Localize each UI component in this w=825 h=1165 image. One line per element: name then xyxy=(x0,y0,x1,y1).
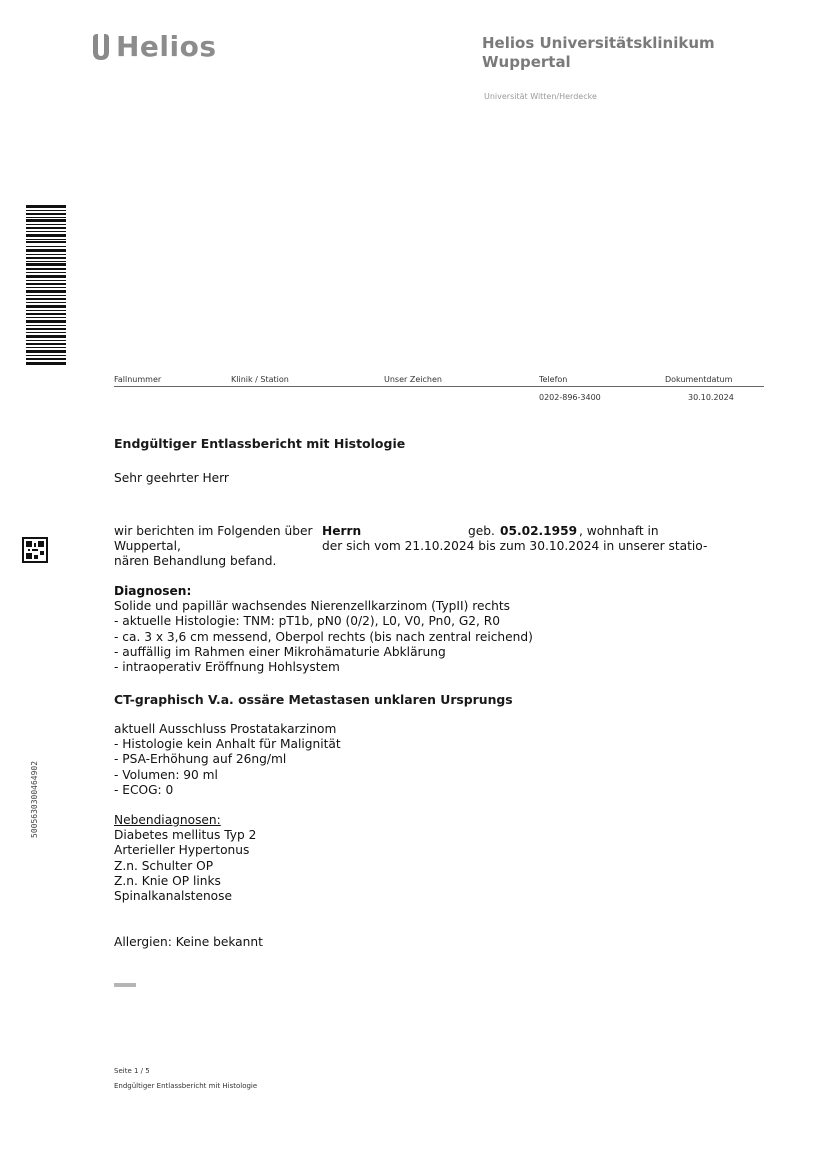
info-divider xyxy=(114,386,764,387)
ct-line: - Volumen: 90 ml xyxy=(114,767,218,782)
diagnosis-line: - intraoperativ Eröffnung Hohlsystem xyxy=(114,660,340,675)
secondary-diagnosis: Spinalkanalstenose xyxy=(114,889,232,904)
label-clinic-station: Klinik / Station xyxy=(231,375,289,384)
helios-logo xyxy=(90,30,217,63)
page-footer xyxy=(114,1064,257,1094)
diagnosis-line: Solide und papillär wachsendes Nierenzellkarzinom (TypII) rechts xyxy=(114,599,511,614)
greeting: Sehr geehrter Herr xyxy=(114,471,229,485)
ct-section xyxy=(114,722,341,798)
intro-line-3 xyxy=(114,554,734,569)
secondary-diagnosis: Arterieller Hypertonus xyxy=(114,843,250,858)
side-document-number xyxy=(28,750,40,840)
letter-title: Endgültiger Entlassbericht mit Histologie xyxy=(114,436,406,451)
allergies: Allergien: Keine bekannt xyxy=(114,935,263,949)
clinic-name-line1: Helios Universitätsklinikum xyxy=(482,34,715,52)
helios-logo-icon xyxy=(90,32,112,62)
diagnoses-heading: Diagnosen: xyxy=(114,584,192,598)
university-name: Universität Witten/Herdecke xyxy=(484,92,597,101)
footer-doc-title: Endgültiger Entlassbericht mit Histologie xyxy=(114,1082,258,1090)
intro-residence: , wohnhaft in xyxy=(579,524,659,538)
ct-line: - Histologie kein Anhalt für Malignität xyxy=(114,737,341,752)
intro-line-1 xyxy=(114,524,734,539)
patient-title: Herrn xyxy=(322,524,362,538)
label-phone: Telefon xyxy=(539,375,568,384)
intro-city: Wuppertal, xyxy=(114,539,181,553)
label-case-number: Fallnummer xyxy=(114,375,162,384)
intro-born: geb. xyxy=(468,524,495,538)
label-document-date: Dokumentdatum xyxy=(665,375,733,384)
side-number-text: 5005630300464902 xyxy=(30,760,39,838)
clinic-name xyxy=(482,34,715,72)
intro-treatment: nären Behandlung befand. xyxy=(114,554,277,568)
secondary-diagnoses-heading: Nebendiagnosen: xyxy=(114,813,221,827)
label-our-reference: Unser Zeichen xyxy=(384,375,442,384)
diagnosis-line: - auffällig im Rahmen einer Mikrohämaturie Abklärung xyxy=(114,644,446,659)
birth-date: 05.02.1959 xyxy=(500,524,578,538)
intro-stay-period: der sich vom 21.10.2024 bis zum 30.10.2024 in unserer statio- xyxy=(322,539,708,553)
datamatrix-code xyxy=(22,537,48,563)
phone-value: 0202-896-3400 xyxy=(539,393,601,402)
ct-line: - PSA-Erhöhung auf 26ng/ml xyxy=(114,752,287,767)
intro-line-2 xyxy=(114,539,734,554)
secondary-diagnoses-section xyxy=(114,813,256,904)
intro-paragraph xyxy=(114,524,734,569)
logo-text: Helios xyxy=(116,30,217,63)
secondary-diagnosis: Diabetes mellitus Typ 2 xyxy=(114,828,257,843)
diagnoses-section xyxy=(114,584,533,675)
clinic-name-line2: Wuppertal xyxy=(482,53,571,71)
ct-line: - ECOG: 0 xyxy=(114,782,174,797)
ct-line: aktuell Ausschluss Prostatakarzinom xyxy=(114,722,337,736)
page-number: Seite 1 / 5 xyxy=(114,1067,150,1075)
secondary-diagnosis: Z.n. Schulter OP xyxy=(114,858,214,873)
diagnosis-line: - aktuelle Histologie: TNM: pT1b, pN0 (0/2), L0, V0, Pn0, G2, R0 xyxy=(114,614,501,629)
document-date-value: 30.10.2024 xyxy=(688,393,734,402)
diagnosis-line: - ca. 3 x 3,6 cm messend, Oberpol rechts (bis nach zentral reichend) xyxy=(114,629,533,644)
barcode xyxy=(26,205,66,365)
secondary-diagnosis: Z.n. Knie OP links xyxy=(114,873,221,888)
intro-text-a: wir berichten im Folgenden über xyxy=(114,524,313,538)
separator-mark xyxy=(114,983,136,987)
ct-heading: CT-graphisch V.a. ossäre Metastasen unklaren Ursprungs xyxy=(114,692,513,707)
